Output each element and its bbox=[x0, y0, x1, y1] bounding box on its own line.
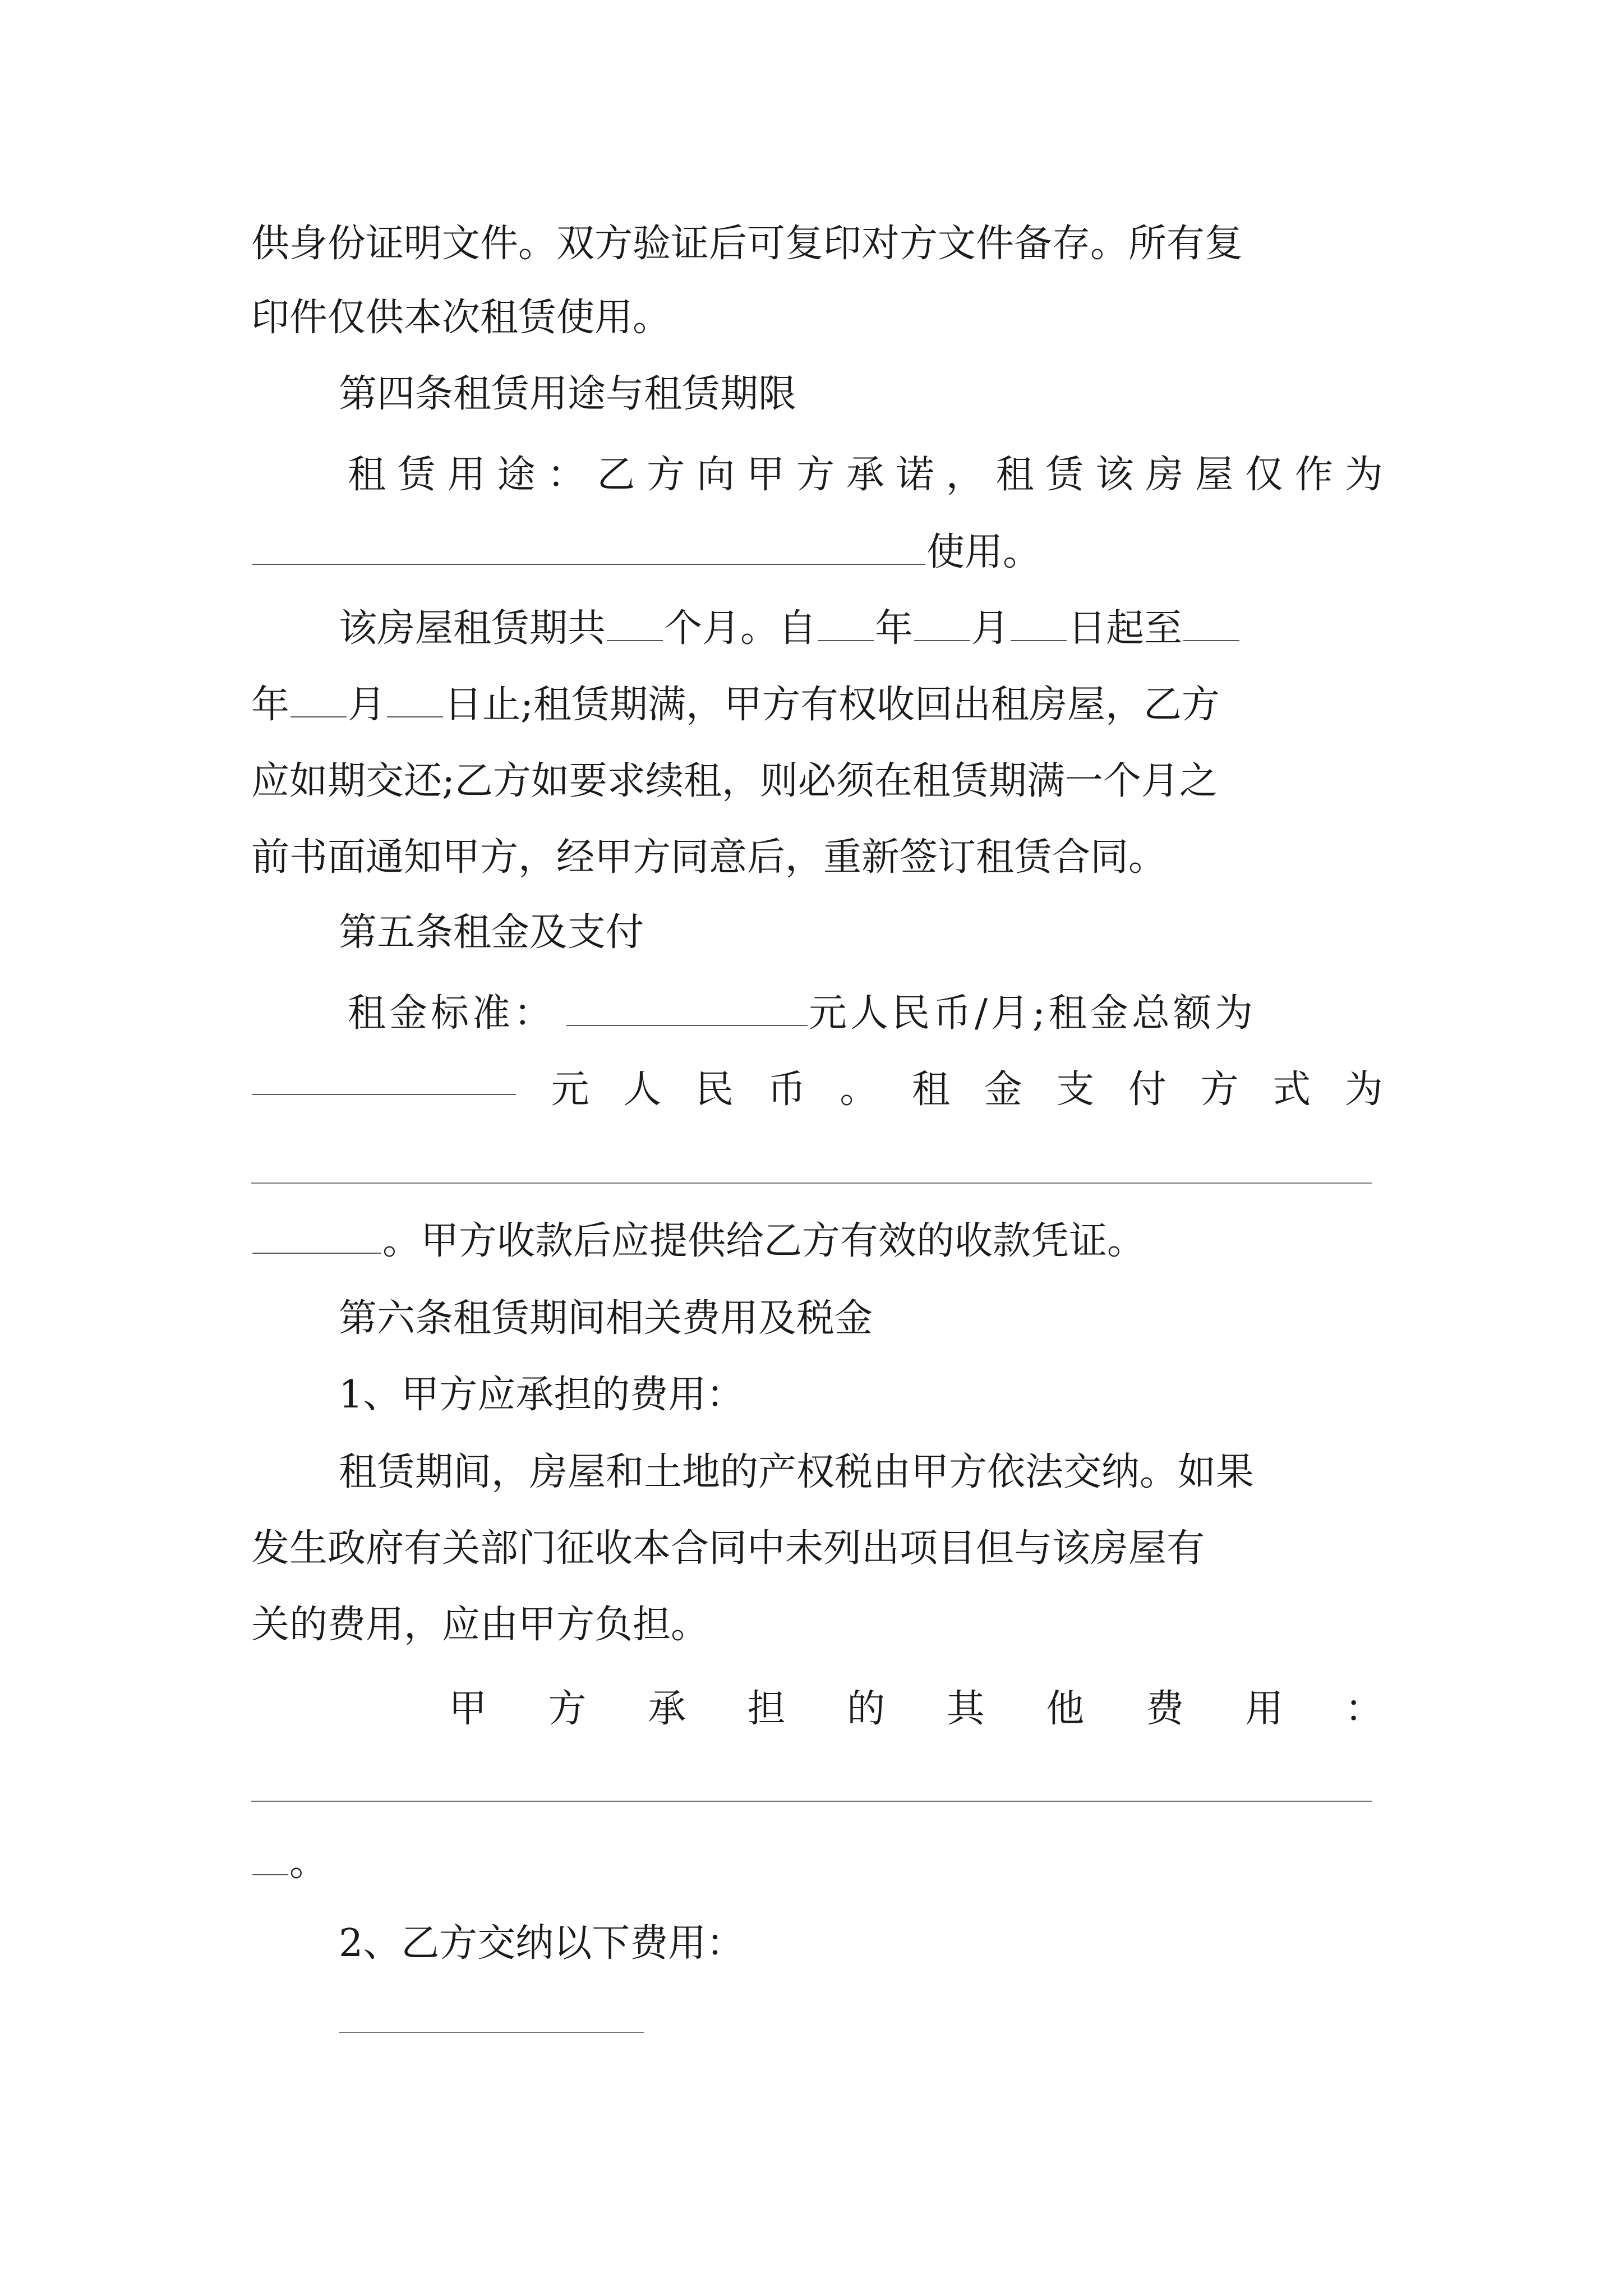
lease-term-line: 年 月 日止;租赁期满，甲方有权收回出租房屋，乙方 bbox=[251, 683, 1220, 727]
fill-blank[interactable] bbox=[566, 990, 808, 1026]
fill-blank[interactable] bbox=[1183, 605, 1239, 641]
lease-use-line: 租 赁 用 途 ： 乙 方 向 甲 方 承 诺 ， 租 赁 该 房 屋 仅 作 为 bbox=[348, 453, 1383, 497]
fill-blank[interactable] bbox=[252, 1218, 381, 1254]
text-line: 印件仅供本次租赁使用。 bbox=[251, 296, 671, 340]
fill-blank[interactable] bbox=[818, 605, 874, 641]
fill-blank[interactable] bbox=[339, 2032, 644, 2033]
text-line: 前书面通知甲方，经甲方同意后，重新签订租赁合同。 bbox=[251, 835, 1167, 880]
fill-blank[interactable] bbox=[387, 682, 443, 717]
fill-blank[interactable] bbox=[252, 529, 925, 565]
other-fees-line: 甲 方 承 担 的 其 他 费 用 ： bbox=[449, 1687, 1383, 1731]
text-line: 供身份证明文件。双方验证后可复印对方文件备存。所有复 bbox=[251, 222, 1243, 266]
fill-blank[interactable] bbox=[607, 605, 663, 641]
fill-blank-long[interactable] bbox=[251, 1182, 1372, 1184]
text-line: 应如期交还;乙方如要求续租，则必须在租赁期满一个月之 bbox=[251, 759, 1218, 803]
rent-total-line: 元 人 民 币 。 租 金 支 付 方 式 为 bbox=[251, 1059, 1383, 1121]
text-line: 发生政府有关部门征收本合同中未列出项目但与该房屋有 bbox=[251, 1526, 1205, 1571]
lease-use-blank-line: 使用。 bbox=[251, 522, 1383, 583]
rent-standard-line: 租金标准： 元人民币/月;租金总额为 bbox=[348, 991, 1256, 1036]
fill-blank[interactable] bbox=[252, 1839, 288, 1875]
section-4-title: 第四条租赁用途与租赁期限 bbox=[339, 372, 797, 416]
lease-term-line: 该房屋租赁期共 个月。自 年 月 日起至 bbox=[339, 598, 1383, 660]
rent-receipt-line: 。甲方收款后应提供给乙方有效的收款凭证。 bbox=[251, 1211, 1383, 1272]
text-line: 关的费用，应由甲方负担。 bbox=[251, 1603, 709, 1647]
text-line: 租赁期间，房屋和土地的产权税由甲方依法交纳。如果 bbox=[339, 1450, 1255, 1494]
fill-blank-long[interactable] bbox=[251, 1801, 1372, 1802]
fill-blank[interactable] bbox=[914, 605, 970, 641]
fill-blank[interactable] bbox=[291, 682, 347, 717]
fill-blank[interactable] bbox=[1011, 605, 1067, 641]
section-6-title: 第六条租赁期间相关费用及税金 bbox=[339, 1296, 873, 1341]
other-fees-end-line: 。 bbox=[251, 1832, 1383, 1894]
fill-blank[interactable] bbox=[252, 1059, 516, 1095]
item-1-heading: 1、甲方应承担的费用： bbox=[339, 1373, 745, 1417]
section-5-title: 第五条租金及支付 bbox=[339, 910, 644, 955]
item-2-heading: 2、乙方交纳以下费用： bbox=[339, 1921, 745, 1966]
